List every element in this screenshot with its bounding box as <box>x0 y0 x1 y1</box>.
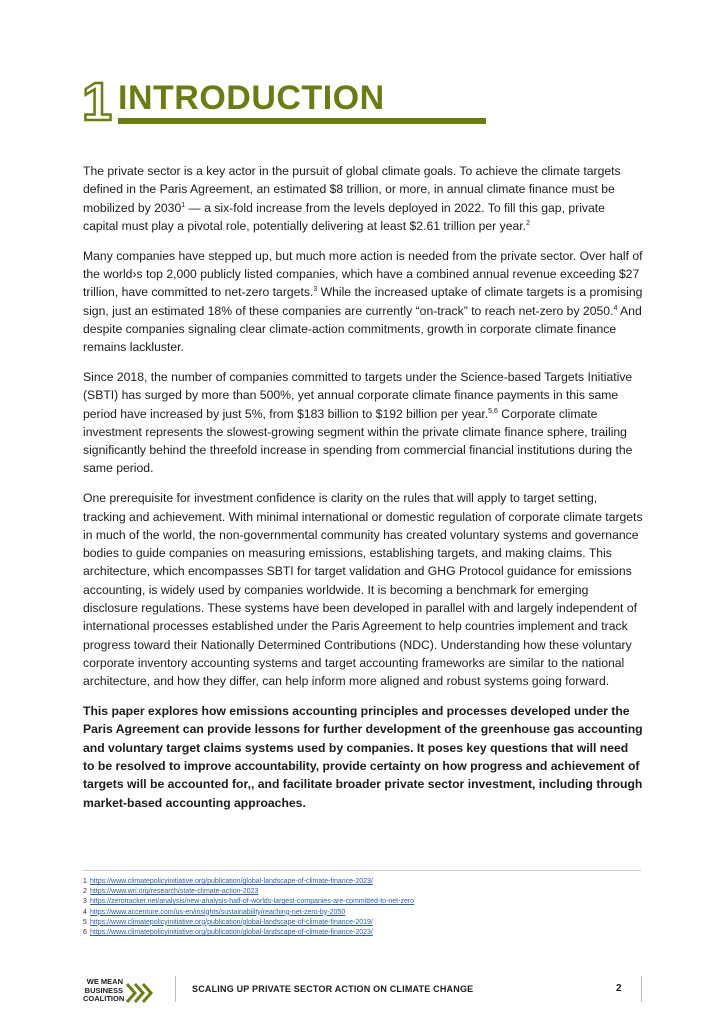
footnote-link[interactable]: https://www.wri.org/research/state-climate-action-2023 <box>90 888 259 896</box>
section-number: 1 <box>82 72 113 132</box>
footnote: 1 https://www.climatepolicyinitiative.org/publication/global-landscape-of-climate-finance-2023/ <box>83 878 373 885</box>
page-number: 2 <box>616 983 622 994</box>
footnote: 6 https://www.climatepolicyinitiative.org/publication/global-landscape-of-climate-finance-2023/ <box>83 929 373 937</box>
title-underline <box>118 118 486 124</box>
footnote-link[interactable]: https://zerotracker.net/analysis/new-analysis-half-of-worlds-largest-companies-are-committed-to-net-zero <box>90 898 415 906</box>
footnote-link[interactable]: https://www.climatepolicyinitiative.org/publication/global-landscape-of-climate-finance-2019/ <box>90 918 373 926</box>
chevrons-icon <box>125 982 155 1004</box>
logo-text: WE MEAN BUSINESS COALITION <box>83 977 125 1003</box>
footnote-divider <box>83 870 641 871</box>
footnote-link[interactable]: https://www.accenture.com/us-en/insights/sustainability/reaching-net-zero-by-2050 <box>90 908 346 916</box>
footnote: 3 https://zerotracker.net/analysis/new-analysis-half-of-worlds-largest-companies-are-committed-to-net-zero <box>83 898 415 906</box>
footnote: 2 https://www.wri.org/research/state-climate-action-2023 <box>83 888 259 896</box>
we-mean-business-logo <box>83 978 163 1012</box>
paragraph-3: Since 2018, the number of companies committed to targets under the Science-based Targets Initiative (SBTI) has surged by more than 500%, yet annual corporate climate finance payments in this same period have increased by just 5%, from $183 billion to $192 billion per year.$^{5,6}$ Corporate climate investment represents the slowest-growing segment within the private climate finance sphere, trailing significantly behind the threefold increase in spending from commercial financial institutions during the same period. <box>83 369 633 476</box>
footer-divider <box>641 976 642 1002</box>
footnote-ref[interactable]: 2 <box>526 219 530 227</box>
footnote-ref[interactable]: 4 <box>613 304 618 312</box>
footnote-ref[interactable]: 1 <box>181 201 186 209</box>
paragraph-4: One prerequisite for investment confidence is clarity on the rules that will apply to target setting, tracking and achievement. With minimal international or domestic regulation of corporate climate targets in much of the world, the non-governmental community has created voluntary systems and governance bodies to guide companies on measuring emissions, establishing targets, and making claims. This architecture, which encompasses SBTI for target validation and GHG Protocol guidance for emissions accounting, is widely used by companies worldwide. It is becoming a benchmark for emerging disclosure regulations. These systems have been developed in parallel with and largely independent of international processes established under the Paris Agreement to help countries implement and track progress toward their Nationally Determined Contributions (NDC). Understanding how these voluntary corporate inventory accounting systems and target accounting frameworks are similar to the national architecture, and how they differ, can help inform more aligned and robust systems going forward. <box>83 491 643 689</box>
footer-divider <box>175 976 176 1002</box>
footnotes <box>83 877 643 938</box>
page-title: INTRODUCTION <box>118 79 385 117</box>
footnote-link[interactable]: https://www.climatepolicyinitiative.org/publication/global-landscape-of-climate-finance-2023/ <box>90 878 373 885</box>
footer-title: SCALING UP PRIVATE SECTOR ACTION ON CLIMATE CHANGE <box>192 984 474 994</box>
paragraph-1: The private sector is a key actor in the pursuit of global climate goals. To achieve the climate targets defined in the Paris Agreement, an estimated $8 trillion, or more, in annual climate finance must be mobilized by 2030$^1$ — a six-fold increase from the levels deployed in 2022. To fill this gap, private capital must play a pivotal role, potentially delivering at least $2.61 trillion per year.$^2$ <box>83 164 621 233</box>
footnote-ref[interactable]: 3 <box>313 286 318 294</box>
body-text <box>83 162 643 823</box>
footnote: 4 https://www.accenture.com/us-en/insights/sustainability/reaching-net-zero-by-2050 <box>83 908 346 916</box>
footnote: 5 https://www.climatepolicyinitiative.org/publication/global-landscape-of-climate-finance-2019/ <box>83 918 373 926</box>
footnote-ref[interactable]: 5,6 <box>488 407 498 415</box>
paragraph-2: Many companies have stepped up, but much more action is needed from the private sector. Over half of the world›s top 2,000 publicly listed companies, which have a combined annual revenue exceeding $27 trillion, have committed to net-zero targets.$^3$ While the increased uptake of climate targets is a promising sign, just an estimated 18% of these companies are currently “on-track” to reach net-zero by 2050.$^4$ And despite companies signaling clear climate-action commitments, growth in corporate climate finance remains lackluster. <box>83 248 643 355</box>
footnote-link[interactable]: https://www.climatepolicyinitiative.org/publication/global-landscape-of-climate-finance-2023/ <box>90 929 373 937</box>
paragraph-5: This paper explores how emissions accounting principles and processes developed under the Paris Agreement can provide lessons for further development of the greenhouse gas accounting and voluntary target claims systems used by companies. It poses key questions that will need to be resolved to improve accountability, provide certainty on how progress and achievement of targets will be accounted for,, and facilitate broader private sector investment, including through market-based accounting approaches. <box>83 704 643 810</box>
